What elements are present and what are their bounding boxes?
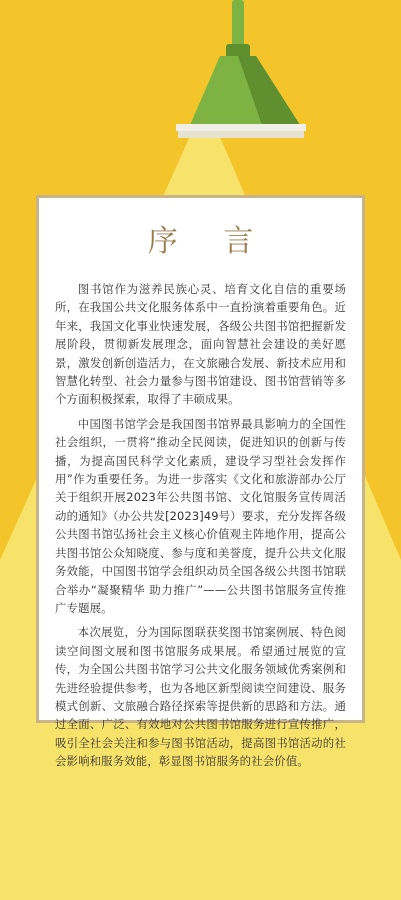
lamp-neck [226,44,250,58]
preface-card [36,195,365,769]
preface-paragraph-2: 中国图书馆学会是我国图书馆界最具影响力的全国性社会组织，一贯将“推动全民阅读，促进知识的创新与传播，为提高国民科学文化素质，建设学习型社会发挥作用”作为重要任务。为进一步落实《文化和旅游部办公厅关于组织开展2023年公共图书馆、文化馆服务宣传周活动的通知》（办公共发[2023]49号）要求，充分发挥各级公共图书馆弘扬社会主义核心价值观主阵地作用，提高公共图书馆公众知晓度、参与度和美誉度，提升公共文化服务效能，中国图书馆学会组织动员全国各级公共图书馆联合举办“凝聚精华 助力推广”——公共图书馆服务宣传推广专题展。 [55,416,346,615]
preface-paragraph-1: 图书馆作为滋养民族心灵、培育文化自信的重要场所，在我国公共文化服务体系中一直扮演着重要角色。近年来，我国文化事业快速发展，各级公共图书馆把握新发展阶段，贯彻新发展理念，面向智慧社会建设的美好愿景，激发创新创造活力，在文旅融合发展、新技术应用和智慧化转型、社会力量参与图书馆建设、图书馆营销等多个方面积极探索，取得了丰硕成果。 [55,282,346,407]
lamp-pole [232,0,244,48]
preface-title: 序 言 [147,224,272,259]
book-pages-icon [176,124,306,138]
preface-paragraph-3: 本次展览，分为国际图联获奖图书馆案例展、特色阅读空间图文展和图书馆服务成果展。希望通过展览的宣传，为全国公共图书馆学习公共文化服务领域优秀案例和先进经验提供参考，也为各地区新型阅读空间建设、服务模式创新、文旅融合路径探索等提供新的思路和方法。通过全面、广泛、有效地对公共图书馆服务进行宣传推广，吸引全社会关注和参与图书馆活动，提高图书馆活动的社会影响和服务效能，彰显图书馆服务的社会价值。 [55,625,346,769]
